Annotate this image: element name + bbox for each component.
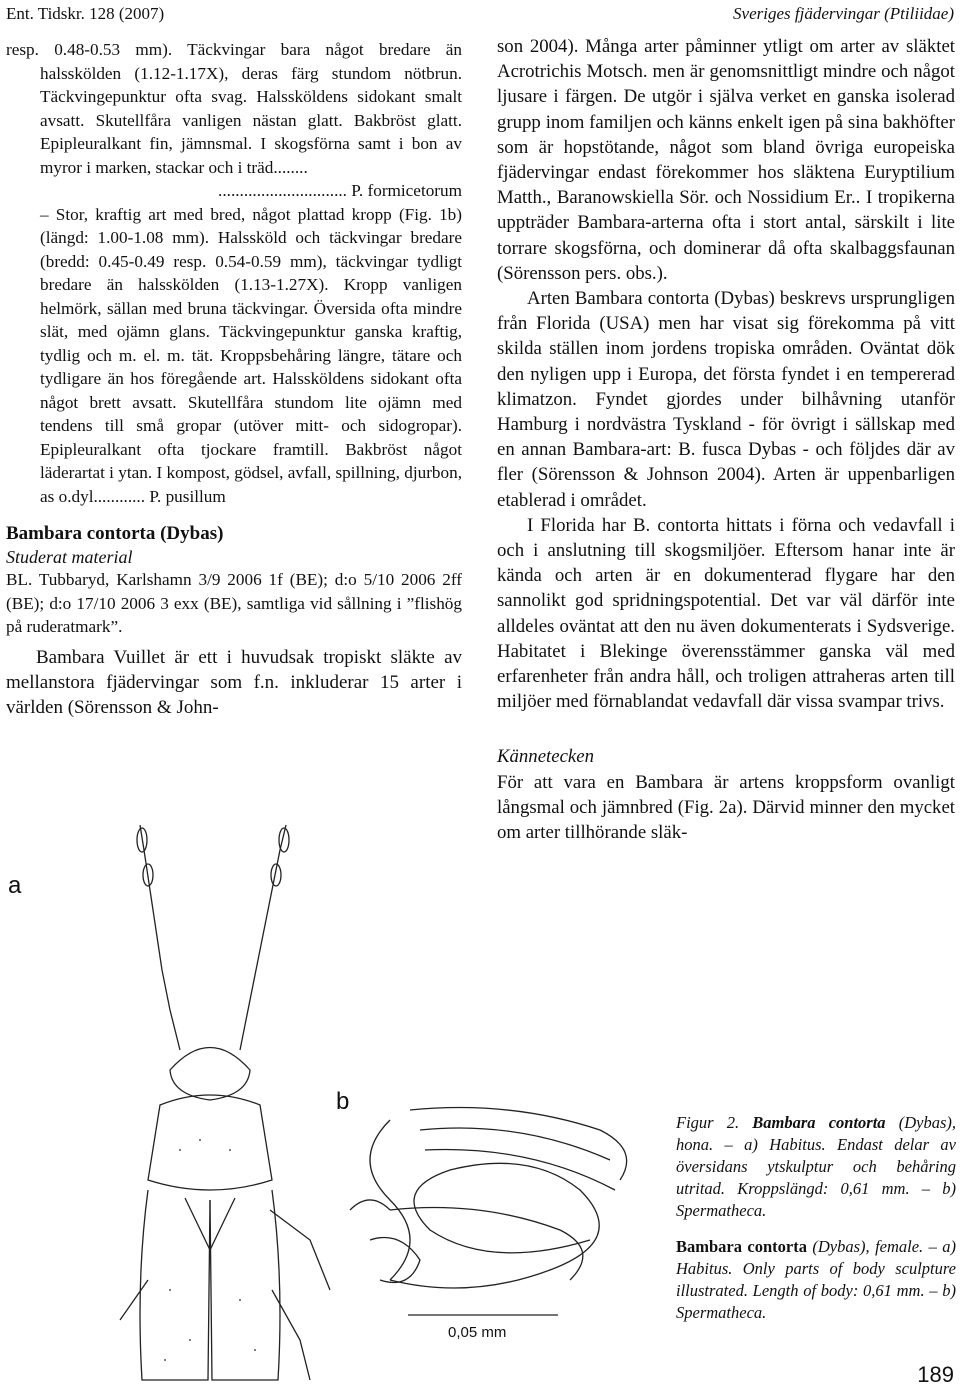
studied-heading: Studerat material (6, 547, 133, 567)
caption-english (676, 1236, 956, 1324)
caption-en-text: (Dybas), female. – a) Habitus. Only parts of body sculpture illustrated. Length of body: 0,61 mm. – b) Spermatheca. (676, 1237, 956, 1322)
species-title: Bambara contorta (6, 523, 156, 544)
right-column (497, 34, 955, 845)
right-para-1: son 2004). Många arter påminner ytligt om arter av släktet Acrotrichis Motsch. men är genomsnittligt mindre och något ljusare i färgen. De utgör i själva verket en ganska isolerad grupp inom familjen och känns enkelt igen på sina bakhöfter som är hopstötande, något som bland övriga europeiska fjädervingar endast förekommer hos släktena Euryptilium Matth., Baranowskiella Sör. och Nossidium Er.. I tropikerna uppträder Bambara-arterna ofta i stort antal, särskilt i lite torrare skogsförna, och dominerar då ofta skalbaggsfaunan (Sörensson pers. obs.). (497, 36, 955, 284)
kannetecken-heading: Kännetecken (497, 746, 594, 768)
caption-en-species: Bambara contorta (676, 1237, 807, 1256)
key-para-1: resp. 0.48-0.53 mm). Täckvingar bara något bredare än halsskölden (1.12-1.17X), deras färg stundom nötbrun. Täckvingepunktur ofta svag. Halssköldens sidokant smalt avsatt. Skutellfåra vanligen nästan glatt. Bakbröst glatt. Epipleuralkant fin, jämnsmal. I skogsförna samt i bon av myror i marken, stackar och i träd........ (6, 40, 462, 177)
scale-bar-label: 0,05 mm (448, 1324, 507, 1341)
species-heading (6, 522, 462, 546)
right-para-3: I Florida har B. contorta hittats i förna och vedavfall i och i anslutning till skogsmiljöer. Eftersom hanar inte är kända och arten är en dokumenterad flygare har den sannolikt god spridningspotential. Det var väl därför inte alldeles oväntat att den nu även dokumenterats i Sydsverige. Habitatet i Blekinge överensstämmer ganska väl med erfarenheter från andra håll, och troligen attraheras arten till miljöer med förnablandat vedavfall där vissa svampar trivs. (497, 514, 955, 713)
beetle-habitus-drawing (60, 820, 360, 1385)
page-number: 189 (917, 1362, 954, 1387)
genus-paragraph: Bambara Vuillet är ett i huvudsak tropiskt släkte av mellanstora fjädervingar som f.n. inkluderar 15 arter i världen (Sörensson & John- (6, 646, 462, 718)
journal-header: Ent. Tidskr. 128 (2007) (6, 4, 165, 23)
figure-label-b: b (336, 1088, 350, 1115)
caption-sv-text: (Dybas), hona. – a) Habitus. Endast delar av översidans ytskulptur och behåring utritad. Kroppslängd: 0,61 mm. – b) Spermatheca. (676, 1113, 957, 1220)
right-para-2: Arten Bambara contorta (Dybas) beskrevs ursprungligen från Florida (USA) men har visat sig förekomma på vitt skilda ställen inom jordens tropiska områden. Oväntat dök den nyligen upp i Europa, det första fyndet i en tempererad klimatzon. Fyndet gjordes under bilhåvning utanför Hamburg i nordvästra Tyskland - för övrigt i sällskap med en annan Bambara-art: B. fusca Dybas - och följdes där av fler (Sörensson & Johnson 2004). Arten är uppenbarligen etablerad i området. (497, 288, 955, 511)
key-para-2: – Stor, kraftig art med bred, något plattad kropp (Fig. 1b) (längd: 1.00-1.08 mm). Halssköld och täckvingar bredare (bredd: 0.45-0.49 resp. 0.54-0.59 mm), täckvingar tydligt bredare än halsskölden (1.13-1.27X). Kropp vanligen helmörk, sällan med bruna täckvingar. Översida ofta mindre slät, med ojämn glans. Täckvingepunktur ganska kraftig, tydlig och m. el. m. tät. Kroppsbehåring längre, tätare och tydligare än hos föregående art. Halssköldens sidokant ofta något brett avsatt. Skutellfåra stundom lite ojämn med tendens till små gropar (utöver mitt- och sidogropar). Epipleuralkant ofta tjockare framtill. Bakbröst något läderartat i ytan. I kompost, gödsel, avfall, spillning, djurbon, as o.dyl............ P. pusillum (40, 204, 462, 506)
species-author: (Dybas) (160, 523, 224, 544)
spermatheca-drawing (330, 1090, 660, 1320)
caption-sv-lead: Figur 2. (676, 1113, 740, 1132)
figure-label-a: a (8, 872, 22, 899)
studied-text: BL. Tubbaryd, Karlshamn 3/9 2006 1f (BE); d:o 5/10 2006 2ff (BE); d:o 17/10 2006 3 exx (BE), samtliga vid sållning i ”flishög på ruderatmark”. (6, 570, 462, 636)
scale-bar (408, 1310, 558, 1320)
key-para-1-end: .............................. P. formicetorum (218, 181, 462, 200)
caption-swedish (676, 1112, 956, 1222)
kannetecken-text: För att vara en Bambara är artens kroppsform ovanligt långsmal och jämnbred (Fig. 2a). Därvid minner den mycket om arter tillhörande släk- (497, 771, 955, 844)
caption-sv-species: Bambara contorta (752, 1113, 886, 1132)
running-title: Sveriges fjädervingar (Ptiliidae) (733, 4, 954, 23)
left-column (6, 38, 462, 720)
